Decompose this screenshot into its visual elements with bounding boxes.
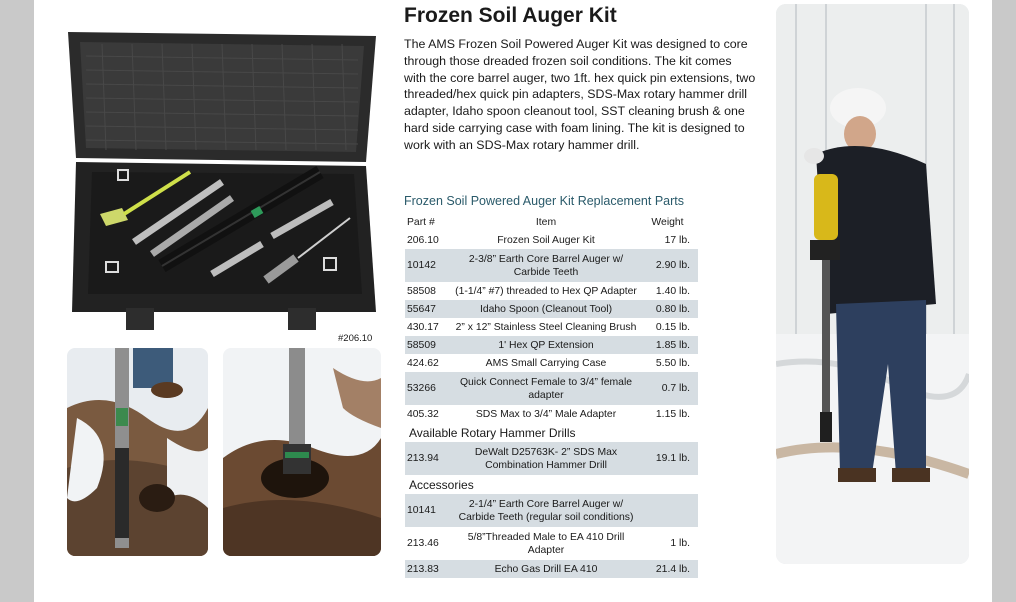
table-row	[405, 372, 698, 405]
item-name: Idaho Spoon (Cleanout Tool)	[449, 300, 643, 318]
item-name: Frozen Soil Auger Kit	[497, 234, 595, 246]
table-row	[405, 249, 698, 282]
item-weight: 5.50 lb.	[655, 357, 690, 369]
item-weight: 0.7 lb.	[643, 372, 698, 405]
table-row	[405, 560, 698, 578]
kit-part-caption: #206.10	[338, 333, 373, 344]
intro-paragraph: The AMS Frozen Soil Powered Auger Kit was designed to core through those dreaded frozen soil conditions. The kit comes with the core barrel auger, two 1ft. hex quick pin extensions, two threaded/hex quick pin adapters, SDS-Max rotary hammer drill adapter, Idaho spoon cleanout tool, SST cleaning brush & one hard side carrying case with foam lining. The kit is designed to work with an SDS-Max rotary hammer drill.	[404, 37, 756, 152]
part-number: 213.83	[405, 560, 449, 578]
item-weight: 0.80 lb.	[643, 300, 698, 318]
item-name: SDS Max to 3/4” Male Adapter	[475, 408, 617, 420]
item-name: 2-1/4” Earth Core Barrel Auger w/ Carbide Teeth (regular soil conditions)	[449, 494, 643, 527]
item-weight: 21.4 lb.	[643, 560, 698, 578]
section-heading-row	[405, 423, 698, 442]
table-row	[405, 300, 698, 318]
column-header-weight: Weight	[651, 216, 684, 228]
parts-table	[405, 213, 698, 578]
part-number: 206.10	[407, 234, 439, 246]
kit-case-photo	[62, 22, 380, 334]
table-row	[405, 318, 698, 336]
table-row	[405, 282, 698, 300]
item-weight: 1.15 lb.	[655, 408, 690, 420]
part-number: 10141	[405, 494, 449, 527]
part-number: 58508	[407, 285, 436, 297]
item-weight: 1 lb.	[670, 538, 690, 549]
part-number: 58509	[405, 336, 449, 354]
page-title: Frozen Soil Auger Kit	[404, 4, 617, 27]
item-weight: 17 lb.	[664, 234, 690, 246]
table-row	[405, 231, 698, 249]
part-number: 53266	[405, 372, 449, 405]
item-weight: 2.90 lb.	[643, 249, 698, 282]
column-header-part: Part #	[407, 216, 435, 228]
column-header-item: Item	[535, 216, 557, 228]
auger-in-soil-photo	[67, 348, 208, 556]
part-number: 213.94	[405, 442, 449, 475]
drills-heading: Available Rotary Hammer Drills	[409, 425, 576, 440]
item-name: DeWalt D25763K- 2” SDS Max Combination Hammer Drill	[449, 442, 643, 475]
table-row	[405, 336, 698, 354]
item-weight: 0.15 lb.	[655, 321, 690, 333]
table-row	[405, 354, 698, 372]
table-row	[405, 405, 698, 423]
item-name: Quick Connect Female to 3/4” female adapter	[449, 372, 643, 405]
part-number: 424.62	[407, 357, 439, 369]
item-name: 2” x 12” Stainless Steel Cleaning Brush	[455, 321, 637, 333]
table-row	[405, 442, 698, 475]
item-weight: 19.1 lb.	[643, 442, 698, 475]
part-number: 430.17	[407, 321, 439, 333]
part-number: 55647	[405, 300, 449, 318]
item-name: 2-3/8” Earth Core Barrel Auger w/ Carbide Teeth	[449, 249, 643, 282]
part-number: 405.32	[407, 408, 439, 420]
worker-drilling-photo	[776, 4, 969, 564]
item-name: Echo Gas Drill EA 410	[449, 560, 643, 578]
item-weight: 1.40 lb.	[655, 285, 690, 297]
item-weight	[643, 494, 698, 527]
parts-table-heading: Frozen Soil Powered Auger Kit Replacement Parts	[404, 194, 684, 208]
section-heading-row	[405, 475, 698, 494]
item-weight: 1.85 lb.	[643, 336, 698, 354]
table-row	[405, 494, 698, 527]
item-name: 1' Hex QP Extension	[449, 336, 643, 354]
item-name: (1-1/4” #7) threaded to Hex QP Adapter	[455, 285, 637, 297]
part-number: 213.46	[407, 538, 439, 549]
auger-drilling-photo	[223, 348, 381, 556]
table-row	[405, 527, 698, 560]
item-name: AMS Small Carrying Case	[485, 357, 607, 369]
table-header-row	[405, 213, 698, 231]
item-name: 5/8”Threaded Male to EA 410 Drill Adapter	[467, 531, 625, 556]
part-number: 10142	[405, 249, 449, 282]
accessories-heading: Accessories	[409, 477, 474, 492]
